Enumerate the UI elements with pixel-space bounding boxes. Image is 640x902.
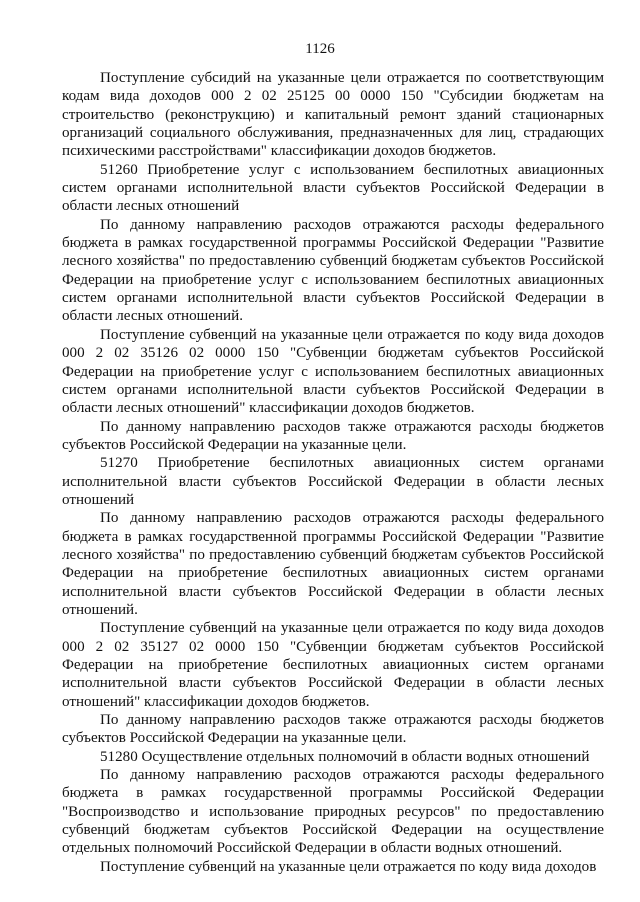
paragraph: Поступление субвенций на указанные цели отражается по коду вида доходов 000 2 02 35127 02 0000 150 "Субвенции бюджетам субъектов Российской Федерации на приобретение беспилотных авиационных систем органами исполнительной власти субъектов Российской Федерации в области лесных отношений" классификации доходов бюджетов. xyxy=(62,620,604,710)
paragraph: По данному направлению расходов отражаются расходы федерального бюджета в рамках государственной программы Российской Федерации "Развитие лесного хозяйства" по предоставлению субвенций бюджетам субъектов Российской Федерации на приобретение услуг с использованием беспилотных авиационных систем органами исполнительной власти субъектов Российской Федерации в области лесных отношений. xyxy=(62,216,604,325)
paragraph: По данному направлению расходов отражаются расходы федерального бюджета в рамках государственной программы Российской Федерации "Воспроизводство и использование природных ресурсов" по предоставлению субвенций бюджетам субъектов Российской Федерации на осуществление отдельных полномочий Российской Федерации в области водных отношений. xyxy=(62,767,604,857)
page-number: 1126 xyxy=(305,41,335,57)
paragraph: Поступление субвенций на указанные цели отражается по коду вида доходов xyxy=(100,858,597,875)
document-body xyxy=(62,69,604,876)
paragraph: По данному направлению расходов также отражаются расходы бюджетов субъектов Российской Федерации на указанные цели. xyxy=(62,418,604,453)
paragraph: Поступление субвенций на указанные цели отражается по коду вида доходов 000 2 02 35126 02 0000 150 "Субвенции бюджетам субъектов Российской Федерации на приобретение услуг с использованием беспилотных авиационных систем органами исполнительной власти субъектов Российской Федерации в области лесных отношений" классификации доходов бюджетов. xyxy=(62,326,604,417)
paragraph: По данному направлению расходов также отражаются расходы бюджетов субъектов Российской Федерации на указанные цели. xyxy=(62,712,604,747)
section-heading: 51270 Приобретение беспилотных авиационных систем органами исполнительной власти субъектов Российской Федерации в области лесных отношений xyxy=(62,455,604,508)
section-heading: 51260 Приобретение услуг с использованием беспилотных авиационных систем органами исполнительной власти субъектов Российской Федерации в области лесных отношений xyxy=(62,161,604,215)
paragraph: Поступление субсидий на указанные цели отражается по соответствующим кодам вида доходов 000 2 02 25125 00 0000 150 "Субсидии бюджетам на строительство (реконструкцию) и капитальный ремонт зданий стационарных организаций социального обслуживания, предназначенных для лиц, страдающих психическими расстройствами" классификации доходов бюджетов. xyxy=(62,70,604,160)
section-heading: 51280 Осуществление отдельных полномочий в области водных отношений xyxy=(100,748,590,765)
paragraph: По данному направлению расходов отражаются расходы федерального бюджета в рамках государственной программы Российской Федерации "Развитие лесного хозяйства" по предоставлению субвенций бюджетам субъектов Российской Федерации на приобретение беспилотных авиационных систем органами исполнительной власти субъектов Российской Федерации в области лесных отношений. xyxy=(62,510,604,618)
